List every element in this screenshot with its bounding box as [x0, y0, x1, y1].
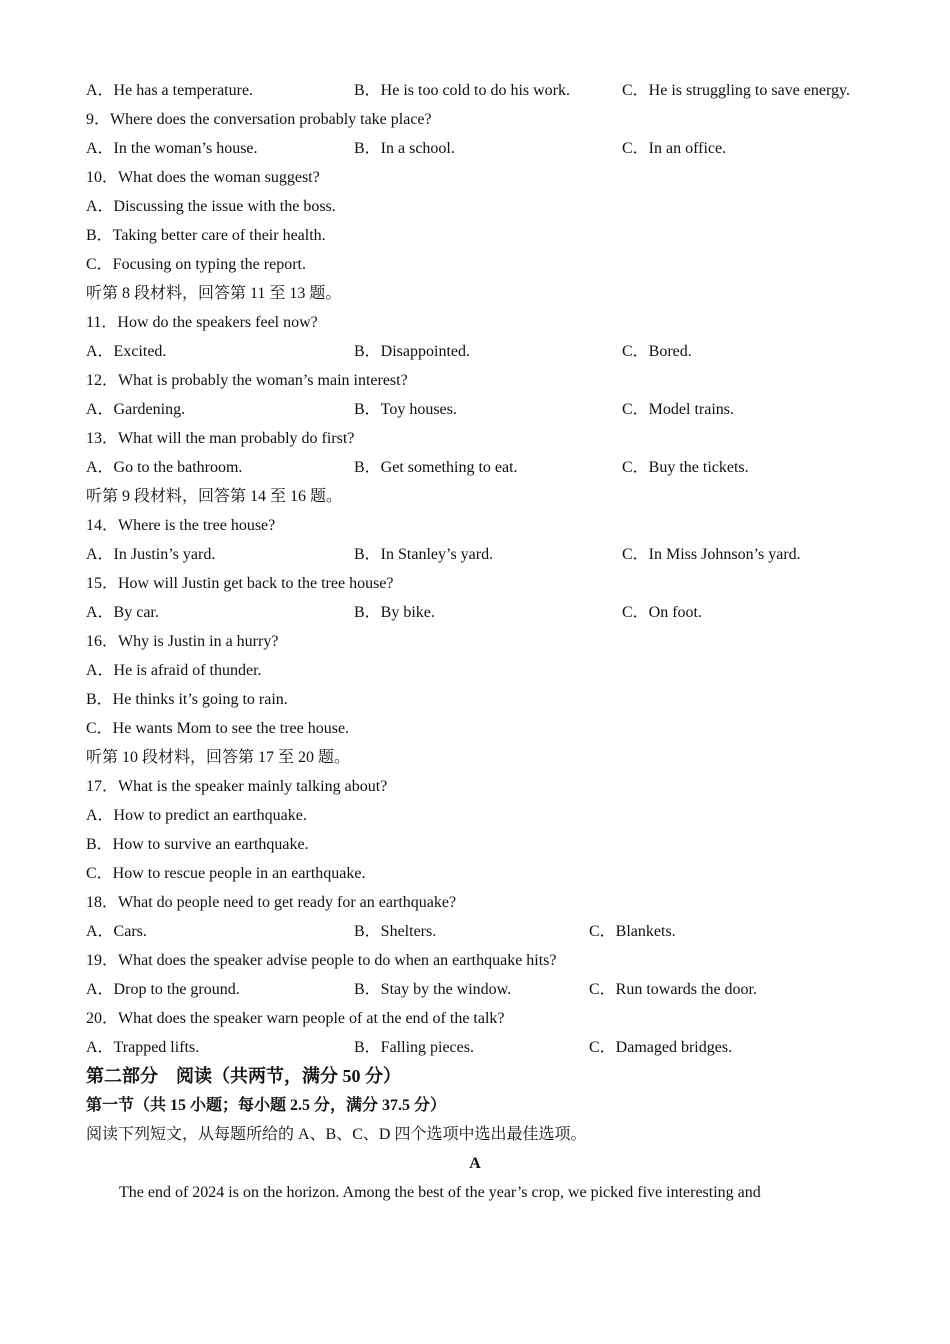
- q14-stem: 14．Where is the tree house?: [86, 517, 276, 534]
- q8-option-b: B．He is too cold to do his work.: [354, 82, 570, 99]
- q13-option-b: B．Get something to eat.: [354, 459, 518, 476]
- q16-stem: 16．Why is Justin in a hurry?: [86, 633, 279, 650]
- q9-option-b: B．In a school.: [354, 140, 455, 157]
- q20-option-c: C．Damaged bridges.: [589, 1039, 733, 1056]
- q11-option-c: C．Bored.: [622, 343, 692, 360]
- q15-option-b: B．By bike.: [354, 604, 435, 621]
- q18-option-c: C．Blankets.: [589, 923, 676, 940]
- q8-option-c: C．He is struggling to save energy.: [622, 82, 850, 99]
- q14-option-a: A．In Justin’s yard.: [86, 546, 216, 563]
- q10-option-b: B．Taking better care of their health.: [86, 227, 326, 244]
- passage-text: The end of 2024 is on the horizon. Among the best of the year’s crop, we picked five interesting and: [119, 1184, 761, 1201]
- q12-option-b: B．Toy houses.: [354, 401, 457, 418]
- q10-option-c: C．Focusing on typing the report.: [86, 256, 306, 273]
- q9-option-c: C．In an office.: [622, 140, 727, 157]
- q19-option-b: B．Stay by the window.: [354, 981, 512, 998]
- q13-stem: 13．What will the man probably do first?: [86, 430, 355, 447]
- q10-option-a: A．Discussing the issue with the boss.: [86, 198, 336, 215]
- q15-option-c: C．On foot.: [622, 604, 703, 621]
- q17-option-c: C．How to rescue people in an earthquake.: [86, 865, 366, 882]
- section-9-heading: 听第 9 段材料，回答第 14 至 16 题。: [86, 488, 343, 505]
- q15-stem: 15．How will Justin get back to the tree house?: [86, 575, 394, 592]
- q18-option-a: A．Cars.: [86, 923, 147, 940]
- q12-option-a: A．Gardening.: [86, 401, 186, 418]
- q16-option-c: C．He wants Mom to see the tree house.: [86, 720, 350, 737]
- q9-stem: 9．Where does the conversation probably take place?: [86, 111, 432, 128]
- q11-stem: 11．How do the speakers feel now?: [86, 314, 318, 331]
- q14-option-b: B．In Stanley’s yard.: [354, 546, 494, 563]
- q19-option-c: C．Run towards the door.: [589, 981, 757, 998]
- part-2-title: 第二部分 阅读（共两节，满分 50 分）: [86, 1066, 401, 1086]
- q8-option-a: A．He has a temperature.: [86, 82, 254, 99]
- part-2-subtitle: 第一节（共 15 小题；每小题 2.5 分，满分 37.5 分）: [86, 1097, 447, 1114]
- q12-option-c: C．Model trains.: [622, 401, 734, 418]
- part-2-instructions: 阅读下列短文，从每题所给的 A、B、C、D 四个选项中选出最佳选项。: [86, 1126, 587, 1143]
- q20-option-b: B．Falling pieces.: [354, 1039, 474, 1056]
- q11-option-a: A．Excited.: [86, 343, 167, 360]
- q13-option-a: A．Go to the bathroom.: [86, 459, 243, 476]
- q14-option-c: C．In Miss Johnson’s yard.: [622, 546, 801, 563]
- q17-option-b: B．How to survive an earthquake.: [86, 836, 309, 853]
- q20-stem: 20．What does the speaker warn people of at the end of the talk?: [86, 1010, 505, 1027]
- q18-stem: 18．What do people need to get ready for an earthquake?: [86, 894, 457, 911]
- q10-stem: 10．What does the woman suggest?: [86, 169, 320, 186]
- section-10-heading: 听第 10 段材料，回答第 17 至 20 题。: [86, 749, 351, 766]
- q20-option-a: A．Trapped lifts.: [86, 1039, 200, 1056]
- q19-option-a: A．Drop to the ground.: [86, 981, 240, 998]
- passage-label: A: [469, 1155, 481, 1172]
- q11-option-b: B．Disappointed.: [354, 343, 470, 360]
- q17-stem: 17．What is the speaker mainly talking about?: [86, 778, 388, 795]
- q16-option-b: B．He thinks it’s going to rain.: [86, 691, 288, 708]
- section-8-heading: 听第 8 段材料，回答第 11 至 13 题。: [86, 285, 342, 302]
- q16-option-a: A．He is afraid of thunder.: [86, 662, 262, 679]
- q17-option-a: A．How to predict an earthquake.: [86, 807, 307, 824]
- q18-option-b: B．Shelters.: [354, 923, 437, 940]
- q13-option-c: C．Buy the tickets.: [622, 459, 749, 476]
- q12-stem: 12．What is probably the woman’s main interest?: [86, 372, 408, 389]
- q19-stem: 19．What does the speaker advise people to do when an earthquake hits?: [86, 952, 557, 969]
- q9-option-a: A．In the woman’s house.: [86, 140, 258, 157]
- q15-option-a: A．By car.: [86, 604, 159, 621]
